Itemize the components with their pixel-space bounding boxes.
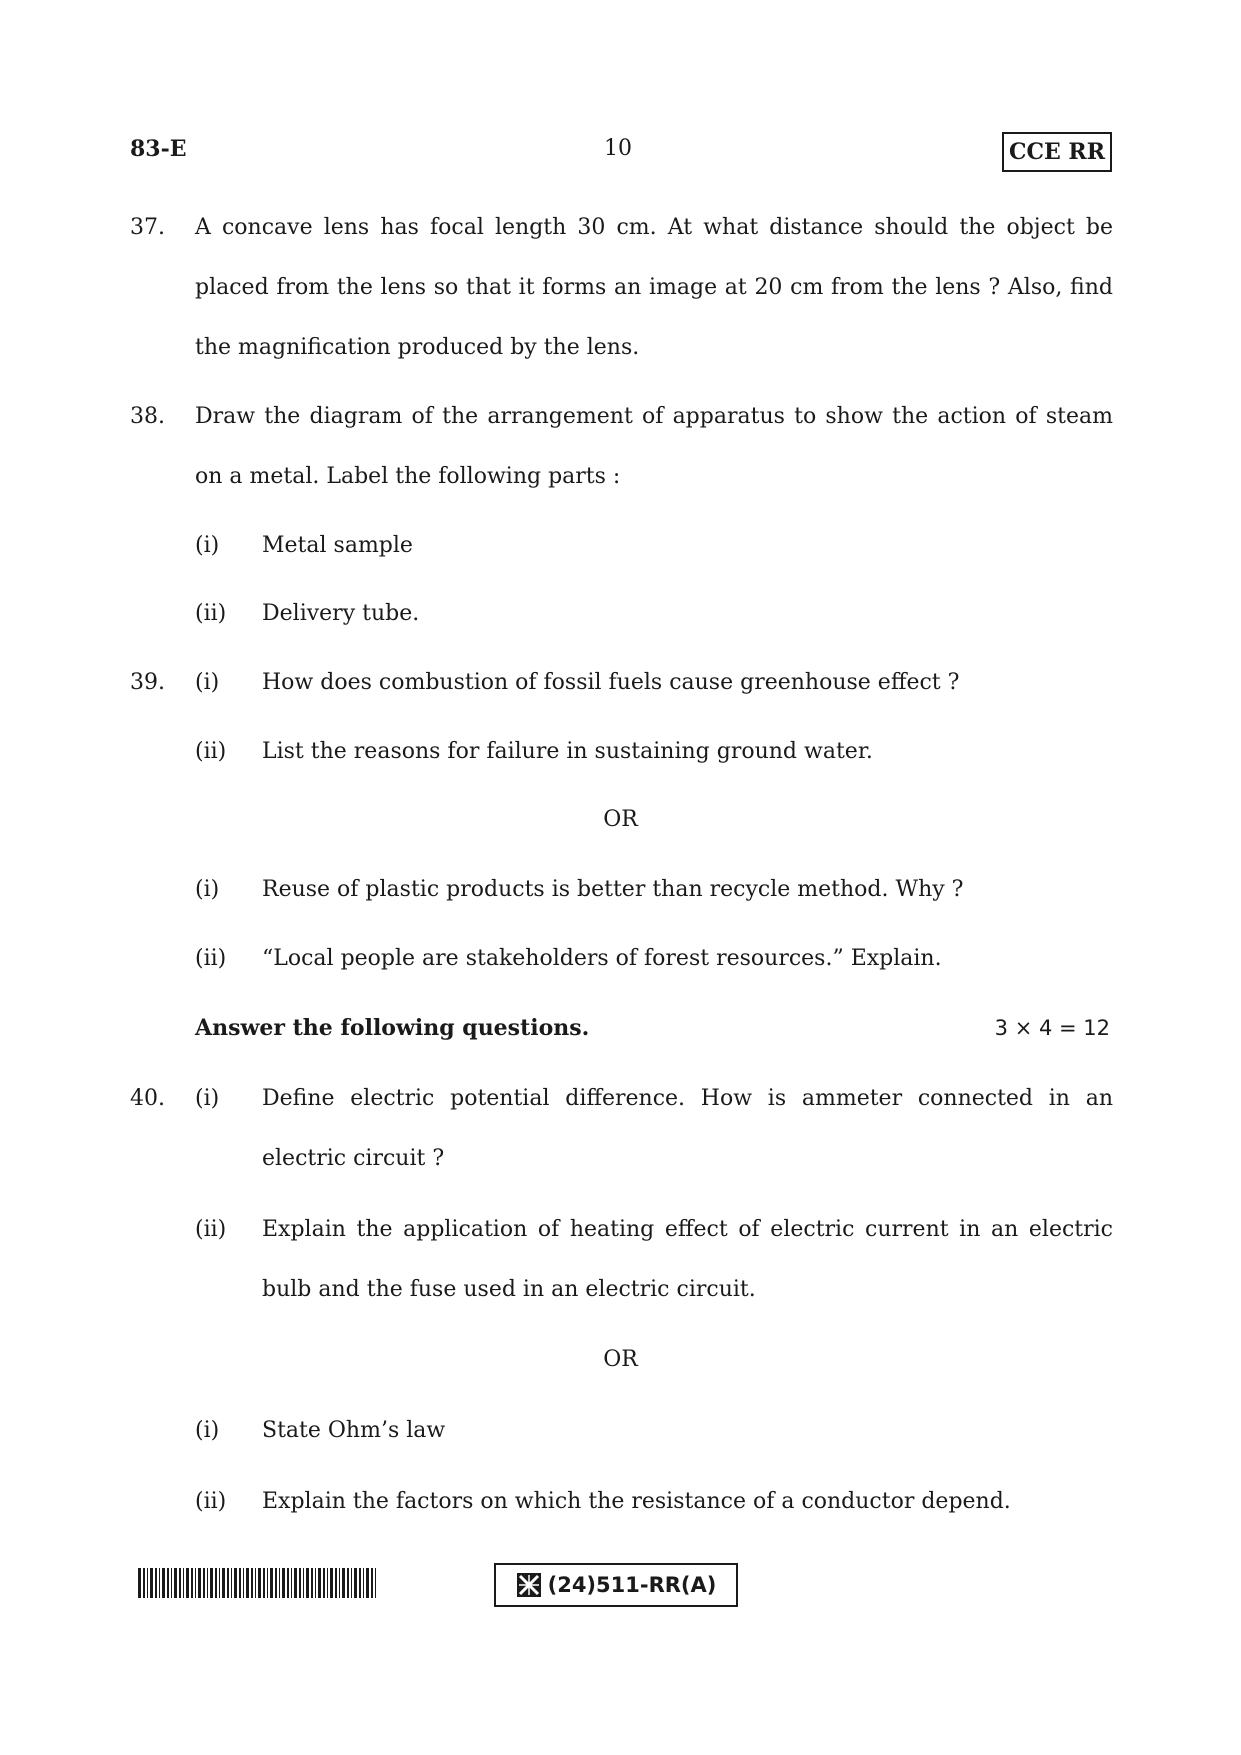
paper-code-box [494, 1563, 738, 1607]
cross-logo-icon [516, 1572, 542, 1598]
question-40-alt-part-text: State Ohm’s law [262, 1418, 446, 1443]
question-38-number: 38. [130, 404, 165, 429]
paper-code: (24)511-RR(A) [547, 1573, 717, 1597]
question-38-part-label: (i) [195, 533, 220, 558]
or-divider: OR [603, 807, 638, 832]
section-marks: 3 × 4 = 12 [994, 1016, 1110, 1040]
question-40-part-line-2: bulb and the fuse used in an electric circuit. [262, 1277, 756, 1302]
cce-rr-box: CCE RR [1002, 132, 1112, 172]
barcode [138, 1568, 378, 1598]
question-39-part-label: (ii) [195, 739, 227, 764]
question-39-alt-part-text: “Local people are stakeholders of forest resources.” Explain. [262, 946, 942, 971]
question-40-part-label: (i) [195, 1086, 220, 1111]
question-39-number: 39. [130, 670, 165, 695]
question-40-number: 40. [130, 1086, 165, 1111]
question-37-line-3: the magnification produced by the lens. [195, 335, 640, 360]
question-38-part-text: Metal sample [262, 533, 413, 558]
question-39-part-text: List the reasons for failure in sustaining ground water. [262, 739, 873, 764]
question-39-alt-part-label: (ii) [195, 946, 227, 971]
question-40-part-label: (ii) [195, 1217, 227, 1242]
question-40-alt-part-label: (i) [195, 1418, 220, 1443]
question-39-alt-part-text: Reuse of plastic products is better than recycle method. Why ? [262, 877, 964, 902]
question-40-part-line-1: Explain the application of heating effect of electric current in an electric [262, 1217, 1113, 1242]
question-40-part-line-2: electric circuit ? [262, 1146, 445, 1171]
question-39-part-label: (i) [195, 670, 220, 695]
section-instruction: Answer the following questions. [195, 1015, 590, 1041]
question-37-line-2: placed from the lens so that it forms an image at 20 cm from the lens ? Also, find [195, 275, 1113, 300]
question-38-part-text: Delivery tube. [262, 601, 420, 626]
question-37-line-1: A concave lens has focal length 30 cm. At what distance should the object be [195, 215, 1113, 240]
or-divider: OR [603, 1347, 638, 1372]
question-38-line-1: Draw the diagram of the arrangement of apparatus to show the action of steam [195, 404, 1113, 429]
question-40-alt-part-text: Explain the factors on which the resistance of a conductor depend. [262, 1489, 1011, 1514]
question-38-part-label: (ii) [195, 601, 227, 626]
paper-code-header: 83-E [130, 136, 187, 162]
question-40-part-line-1: Define electric potential difference. How is ammeter connected in an [262, 1086, 1113, 1111]
question-39-alt-part-label: (i) [195, 877, 220, 902]
question-40-alt-part-label: (ii) [195, 1489, 227, 1514]
page-number: 10 [604, 136, 632, 161]
question-39-part-text: How does combustion of fossil fuels cause greenhouse effect ? [262, 670, 960, 695]
question-38-line-2: on a metal. Label the following parts : [195, 464, 621, 489]
question-37-number: 37. [130, 215, 165, 240]
